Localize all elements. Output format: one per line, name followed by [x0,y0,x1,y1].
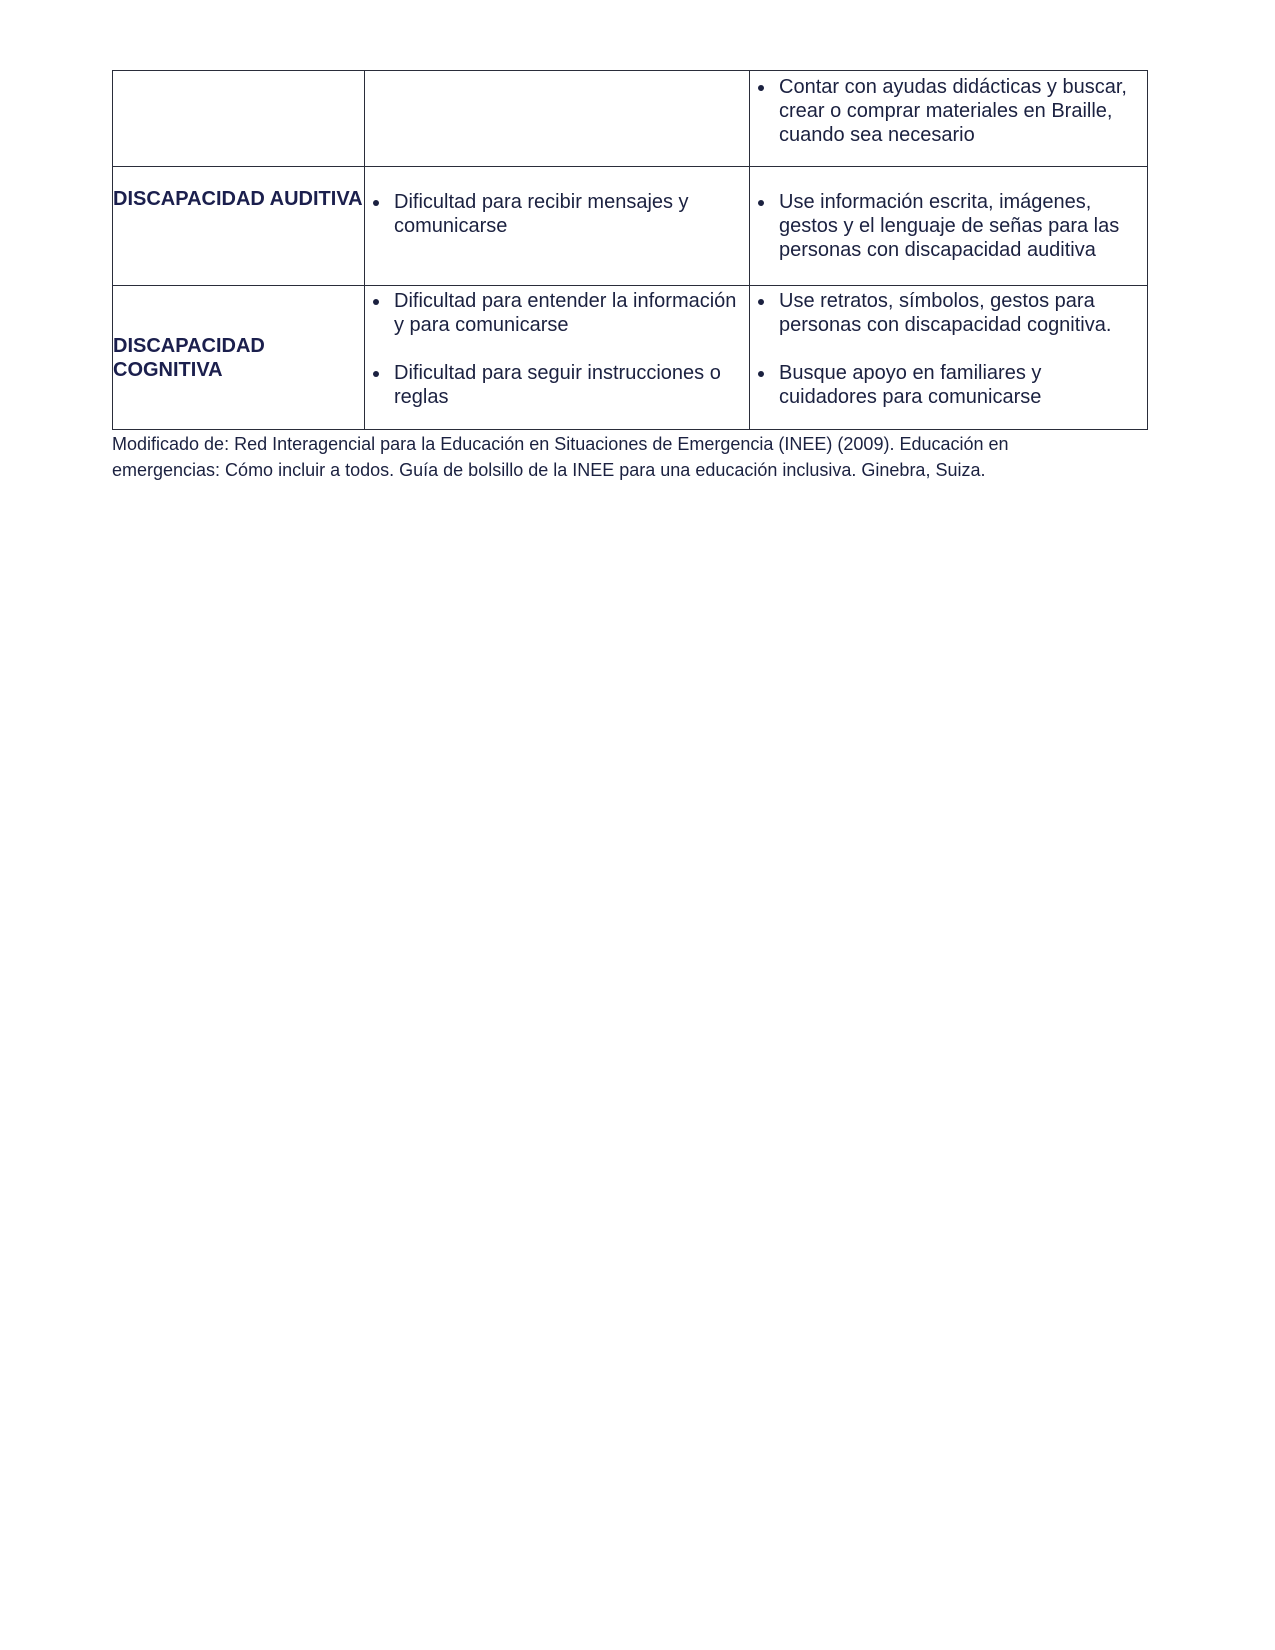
list-item: Use retratos, símbolos, gestos para personas con discapacidad cognitiva. [750,289,1137,337]
difficulties-cell [365,286,750,430]
list-item: Dificultad para recibir mensajes y comunicarse [365,190,739,238]
list-item: Dificultad para seguir instrucciones o reglas [365,361,739,409]
category-cell [113,71,365,167]
source-note: Modificado de: Red Interagencial para la Educación en Situaciones de Emergencia (INEE) (2009). Educación en emergencias: Cómo incluir a todos. Guía de bolsillo de la INEE para una educación inclusiva. Ginebra, Suiza. [112,434,1009,480]
recommendations-cell [750,71,1148,167]
list-item: Dificultad para entender la información y para comunicarse [365,289,739,337]
recommendations-cell [750,167,1148,286]
category-cell: DISCAPACIDAD AUDITIVA [113,167,365,286]
bullet-icon [373,299,379,305]
list-item: Contar con ayudas didácticas y buscar, crear o comprar materiales en Braille, cuando sea necesario [750,75,1137,147]
table-row [113,167,1148,286]
bullet-icon [758,299,764,305]
difficulties-cell [365,71,750,167]
list-item: Use información escrita, imágenes, gestos y el lenguaje de señas para las personas con discapacidad auditiva [750,190,1137,262]
disability-table [112,70,1148,430]
bullet-icon [373,371,379,377]
bullet-icon [758,85,764,91]
recommendations-cell [750,286,1148,430]
list-item: Busque apoyo en familiares y cuidadores para comunicarse [750,361,1137,409]
table-row [113,286,1148,430]
bullet-icon [758,371,764,377]
category-cell: DISCAPACIDAD COGNITIVA [113,286,365,430]
table-row [113,71,1148,167]
bullet-icon [758,200,764,206]
difficulties-cell [365,167,750,286]
bullet-icon [373,200,379,206]
